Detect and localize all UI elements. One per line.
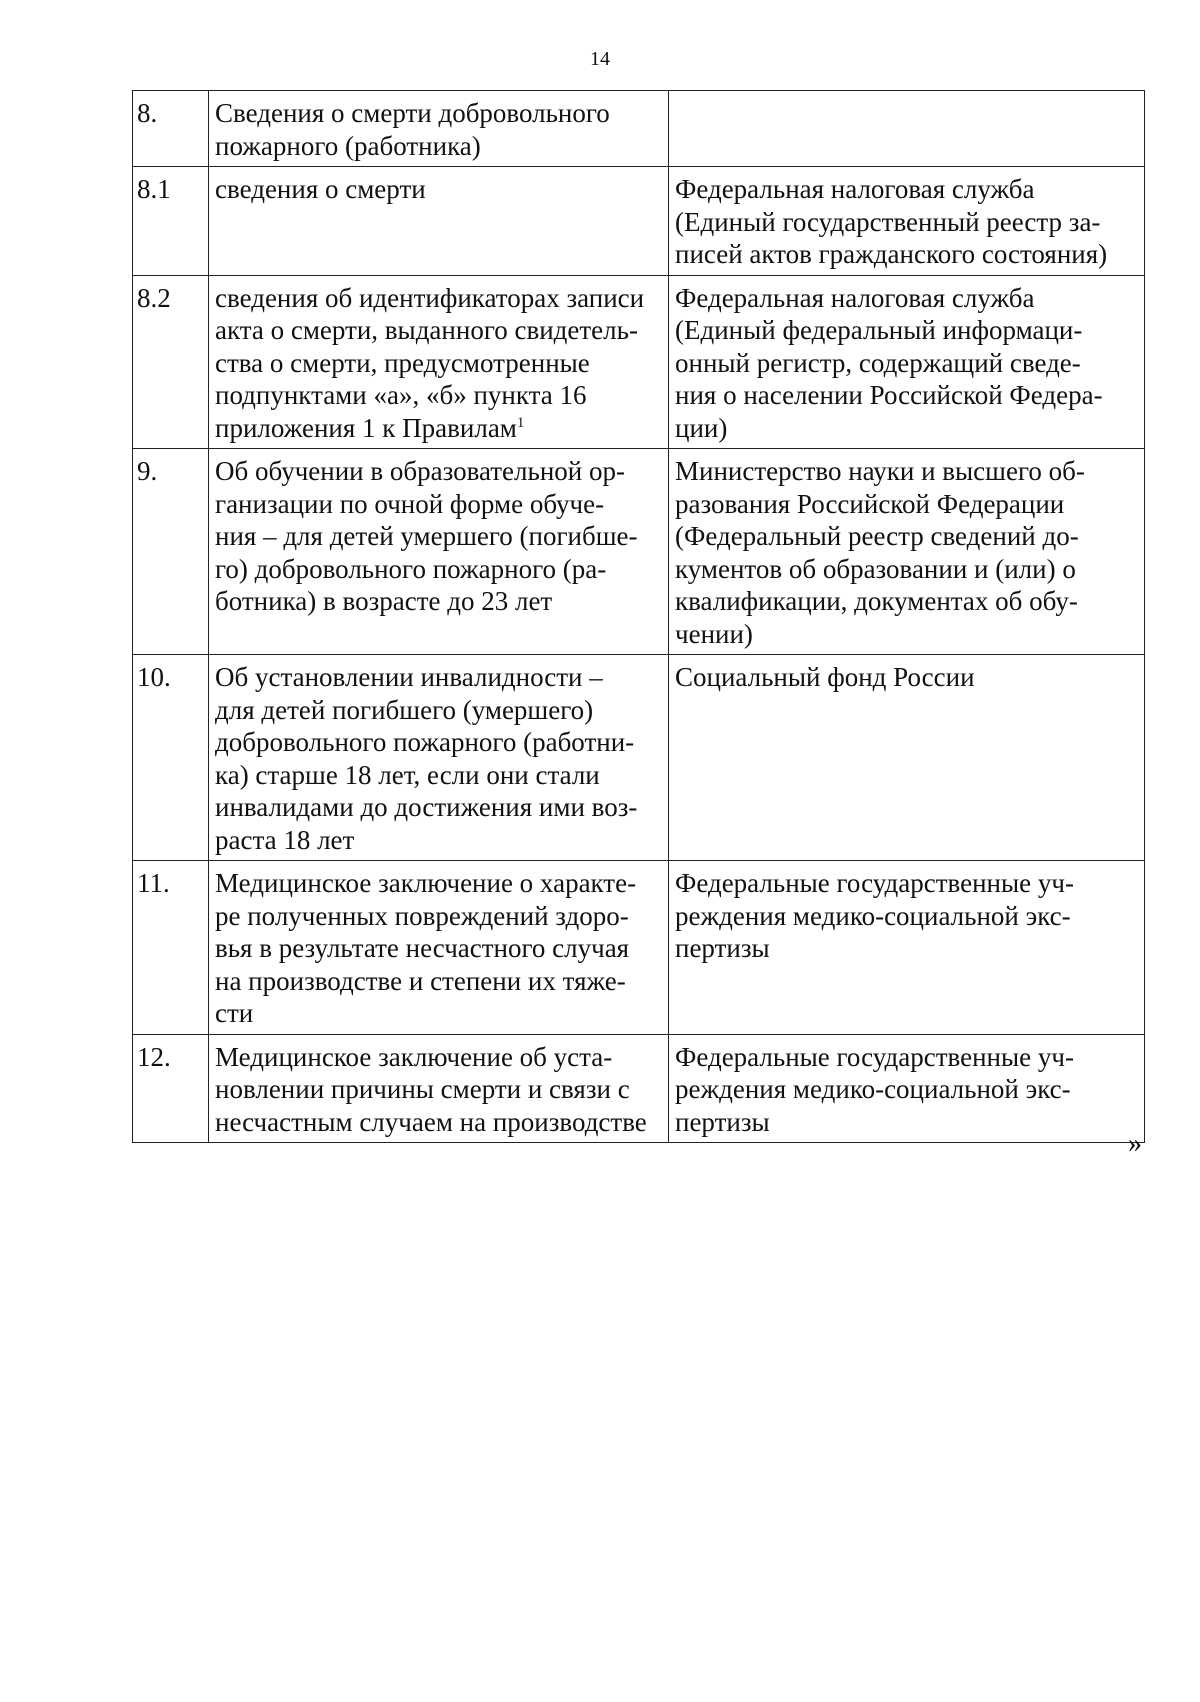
info-cell: сведения о смерти [209, 167, 669, 276]
info-text: сведения об идентификаторах записи акта о смерти, выданного свидетель- ства о смерти, предусмотренные подпунктами «а», «б» пункта 16 приложения 1 к Правилам [215, 282, 645, 443]
row-number: 8.2 [133, 275, 209, 449]
row-number: 12. [133, 1034, 209, 1143]
table-row [133, 167, 1145, 276]
info-cell: Медицинское заключение о характе- ре полученных повреждений здоро- вья в результате несчастного случая на производстве и степени их тяже- сти [209, 861, 669, 1035]
info-cell: Медицинское заключение об уста- новлении причины смерти и связи с несчастным случаем на производстве [209, 1034, 669, 1143]
page-number: 14 [590, 48, 610, 70]
row-number: 9. [133, 449, 209, 655]
source-cell: Социальный фонд России [669, 655, 1145, 861]
table-row [133, 449, 1145, 655]
row-number: 8. [133, 91, 209, 167]
table-row [133, 91, 1145, 167]
source-cell [669, 91, 1145, 167]
info-cell: Сведения о смерти добровольного пожарного (работника) [209, 91, 669, 167]
source-cell: Федеральная налоговая служба (Единый федеральный информаци- онный регистр, содержащий сведе- ния о населении Российской Федера- ции) [669, 275, 1145, 449]
table-row [133, 275, 1145, 449]
info-cell: Об установлении инвалидности – для детей погибшего (умершего) добровольного пожарного (работни- ка) старше 18 лет, если они стали инвалидами до достижения ими воз- раста 18 лет [209, 655, 669, 861]
info-cell [209, 275, 669, 449]
row-number: 11. [133, 861, 209, 1035]
source-cell: Министерство науки и высшего об- разования Российской Федерации (Федеральный реестр сведений до- кументов об образовании и (или) о квалификации, документах об обу- чении) [669, 449, 1145, 655]
info-sources-table [132, 90, 1145, 1143]
table-row [133, 655, 1145, 861]
row-number: 10. [133, 655, 209, 861]
source-cell: Федеральные государственные уч- реждения медико-социальной экс- пертизы [669, 861, 1145, 1035]
closing-quote: » [1128, 1128, 1142, 1159]
source-cell: Федеральные государственные уч- реждения медико-социальной экс- пертизы [669, 1034, 1145, 1143]
table-row [133, 1034, 1145, 1143]
row-number: 8.1 [133, 167, 209, 276]
source-cell: Федеральная налоговая служба (Единый государственный реестр за- писей актов гражданского состояния) [669, 167, 1145, 276]
info-cell: Об обучении в образовательной ор- ганизации по очной форме обуче- ния – для детей умершего (погибше- го) добровольного пожарного (ра- ботника) в возрасте до 23 лет [209, 449, 669, 655]
footnote-marker: 1 [516, 414, 525, 431]
table-row [133, 861, 1145, 1035]
